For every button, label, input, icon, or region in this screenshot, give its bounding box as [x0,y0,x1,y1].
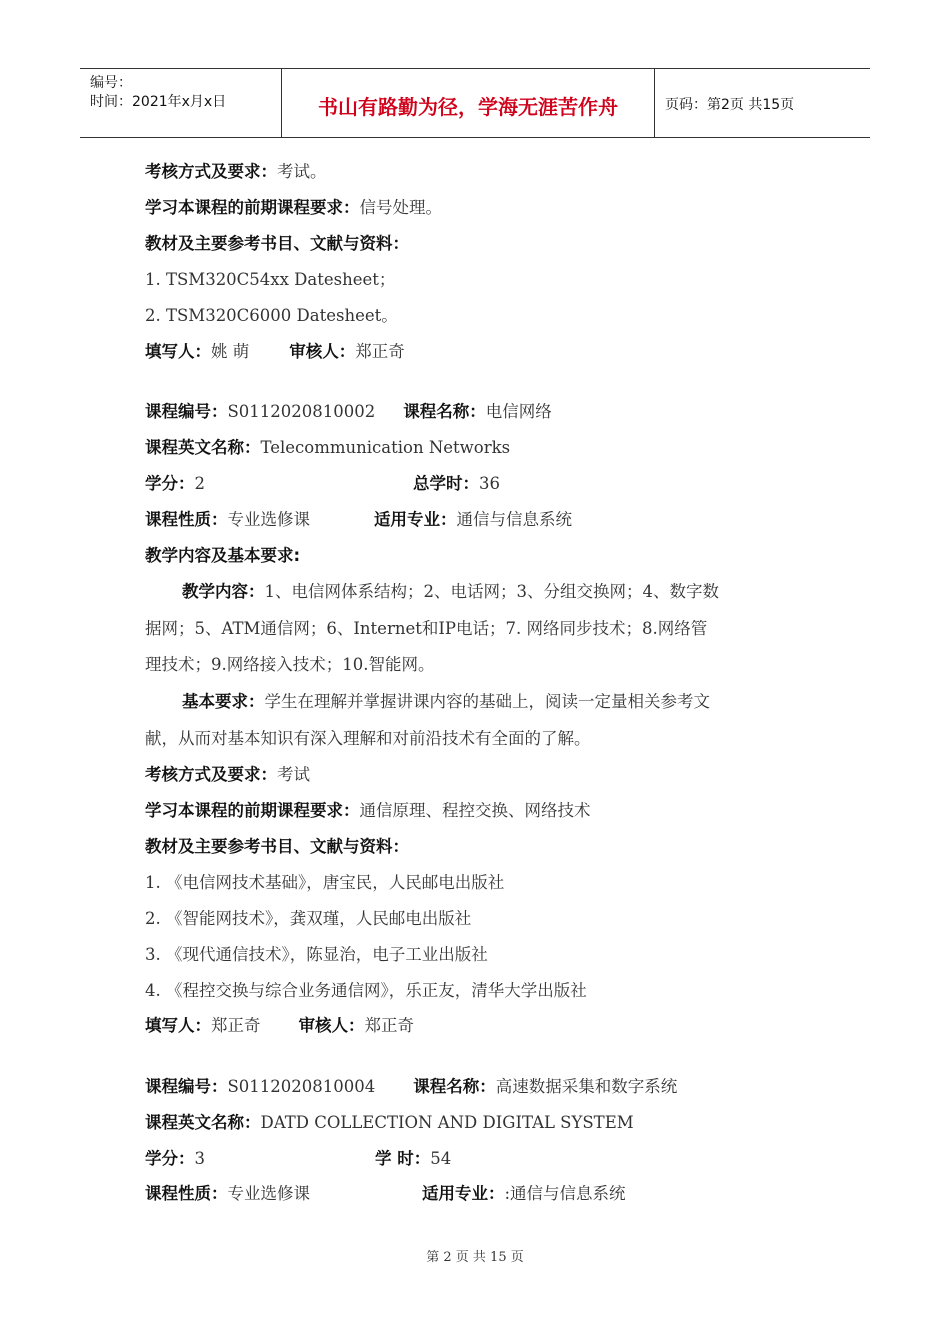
english-name-value: Telecommunication Networks [260,438,511,457]
exam-label: 考核方式及要求： [145,162,277,181]
book-item: 3. 《现代通信技术》，陈显治，电子工业出版社 [145,945,488,964]
exam-line [145,763,310,787]
course-name-value: 电信网络 [485,402,552,421]
exam-line [145,160,327,184]
content-heading: 教学内容及基本要求: [145,546,301,565]
english-name-value: DATD COLLECTION AND DIGITAL SYSTEM [260,1113,634,1132]
nature-value: 专业选修课 [227,510,310,529]
header-meta-cell [80,69,282,137]
course-name-value: 高速数据采集和数字系统 [495,1077,678,1096]
basic-label: 基本要求： [182,692,265,711]
credit-value: 2 [194,474,205,493]
content-label: 教学内容： [182,582,265,601]
content-text: 1、电信网体系结构；2、电话网；3、分组交换网；4、数字数 [264,582,719,601]
hours-line [413,472,500,496]
course-code-line [145,1075,677,1099]
course-english-name-line [145,1111,634,1135]
major-label: 适用专业： [422,1184,505,1203]
reviewer-label: 审核人： [289,342,356,361]
major-line [374,508,572,532]
nature-line [145,508,310,532]
basic-paragraph-line: 献，从而对基本知识有深入理解和对前沿技术有全面的了解。 [145,729,591,748]
course-name-label: 课程名称： [403,402,486,421]
reviewer-value: 郑正奇 [364,1016,414,1035]
reviewer-label: 审核人： [298,1016,365,1035]
header-page-number: 页码：第2页 共15页 [665,97,795,113]
writer-value: 郑正奇 [211,1016,261,1035]
content-paragraph-line [182,580,719,604]
header-motto-cell [282,69,655,137]
course-code-label: 课程编号： [145,402,228,421]
course-name-label: 课程名称： [413,1077,496,1096]
major-value: 通信与信息系统 [456,510,572,529]
exam-label: 考核方式及要求： [145,765,277,784]
exam-value: 考试 [277,765,310,784]
page-footer: 第 2 页 共 15 页 [426,1250,524,1265]
nature-line [145,1182,310,1206]
books-heading: 教材及主要参考书目、文献与资料： [145,234,409,253]
writer-label: 填写人： [145,1016,211,1035]
course-english-name-line [145,436,510,460]
hours-label: 学 时： [375,1149,431,1168]
header-page-cell [655,69,870,137]
course-code-value: S0112020810002 [227,402,376,421]
signatures-line [145,1014,414,1038]
credit-line [145,472,205,496]
credit-value: 3 [194,1149,205,1168]
english-name-label: 课程英文名称： [145,1113,261,1132]
document-number: 编号： [90,75,132,91]
signatures-line [145,340,405,364]
hours-value: 54 [430,1149,452,1168]
hours-label: 总学时： [413,474,479,493]
credit-label: 学分： [145,474,195,493]
exam-value: 考试。 [277,162,327,181]
book-item: 2. 《智能网技术》，龚双瑾，人民邮电出版社 [145,909,472,928]
hours-value: 36 [479,474,500,493]
credit-line [145,1147,205,1171]
book-item: 1. 《电信网技术基础》，唐宝民，人民邮电出版社 [145,873,505,892]
nature-label: 课程性质： [145,510,228,529]
content-paragraph-line: 据网；5、ATM通信网；6、Internet和IP电话；7. 网络同步技术；8.网络管 [145,619,708,638]
course-code-value: S0112020810004 [227,1077,376,1096]
header-motto: 书山有路勤为径，学海无涯苦作舟 [318,95,618,119]
course-code-line [145,400,552,424]
reviewer-value: 郑正奇 [355,342,405,361]
book-item: 2. TSM320C6000 Datesheet。 [145,306,398,325]
credit-label: 学分： [145,1149,195,1168]
prereq-label: 学习本课程的前期课程要求： [145,198,360,217]
writer-value: 姚 萌 [211,342,250,361]
prereq-value: 信号处理。 [359,198,442,217]
hours-line [375,1147,451,1171]
writer-label: 填写人： [145,342,211,361]
major-line [422,1182,626,1206]
nature-value: 专业选修课 [227,1184,310,1203]
course-code-label: 课程编号： [145,1077,228,1096]
nature-label: 课程性质： [145,1184,228,1203]
major-value: :通信与信息系统 [504,1184,626,1203]
prereq-line [145,799,591,823]
major-label: 适用专业： [374,510,457,529]
books-heading: 教材及主要参考书目、文献与资料： [145,837,409,856]
page-header [80,68,870,138]
prereq-line [145,196,442,220]
basic-paragraph-line [182,690,710,714]
basic-text: 学生在理解并掌握讲课内容的基础上，阅读一定量相关参考文 [264,692,710,711]
prereq-label: 学习本课程的前期课程要求： [145,801,360,820]
english-name-label: 课程英文名称： [145,438,261,457]
content-paragraph-line: 理技术；9.网络接入技术；10.智能网。 [145,655,435,674]
book-item: 1. TSM320C54xx Datesheet； [145,270,396,289]
document-time: 时间：2021年x月x日 [90,94,227,110]
prereq-value: 通信原理、程控交换、网络技术 [359,801,591,820]
book-item: 4. 《程控交换与综合业务通信网》，乐正友，清华大学出版社 [145,981,587,1000]
